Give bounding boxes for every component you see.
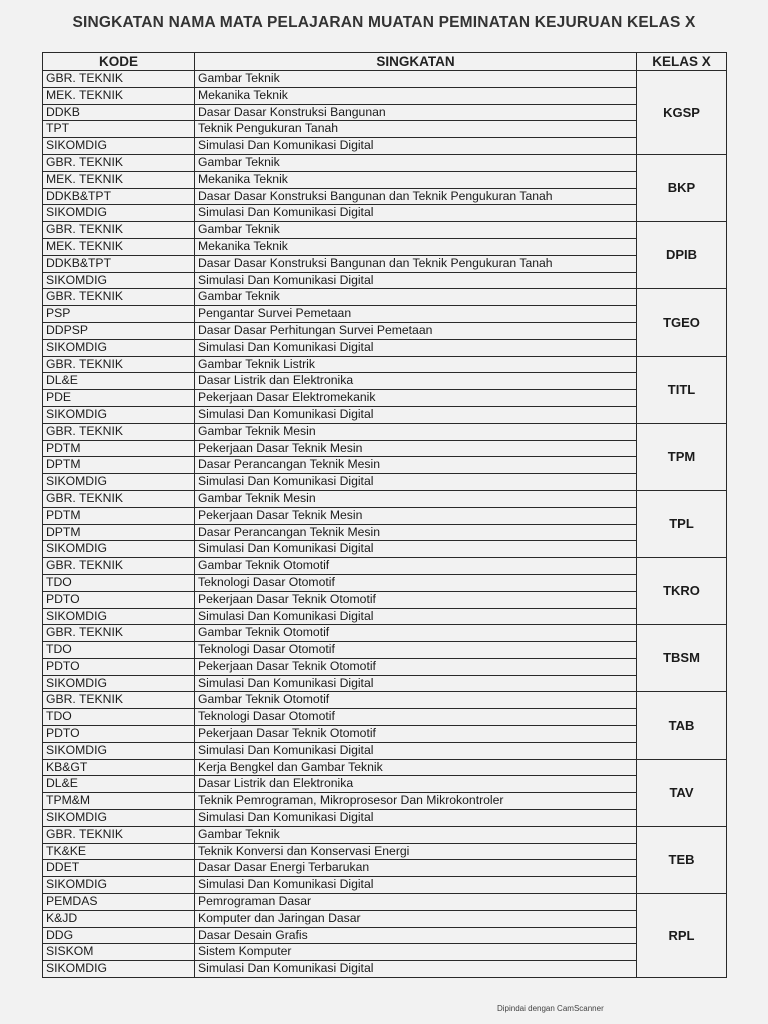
singkatan-cell: Pemrograman Dasar (195, 894, 637, 911)
singkatan-cell: Dasar Dasar Energi Terbarukan (195, 860, 637, 877)
singkatan-cell: Teknik Konversi dan Konservasi Energi (195, 843, 637, 860)
table-row (43, 306, 727, 323)
kode-cell: DPTM (43, 524, 195, 541)
singkatan-cell: Gambar Teknik Mesin (195, 423, 637, 440)
singkatan-cell: Dasar Dasar Perhitungan Survei Pemetaan (195, 322, 637, 339)
table-row (43, 238, 727, 255)
kode-cell: GBR. TEKNIK (43, 625, 195, 642)
kode-cell: TDO (43, 574, 195, 591)
kode-cell: SIKOMDIG (43, 541, 195, 558)
kode-cell: GBR. TEKNIK (43, 558, 195, 575)
singkatan-cell: Simulasi Dan Komunikasi Digital (195, 205, 637, 222)
header-kode: KODE (43, 53, 195, 71)
kelas-cell: TPM (637, 423, 727, 490)
singkatan-cell: Dasar Dasar Konstruksi Bangunan (195, 104, 637, 121)
table-row (43, 692, 727, 709)
singkatan-cell: Gambar Teknik Otomotif (195, 625, 637, 642)
table-row (43, 625, 727, 642)
table-row (43, 877, 727, 894)
table-body (43, 71, 727, 978)
kode-cell: KB&GT (43, 759, 195, 776)
kode-cell: SIKOMDIG (43, 272, 195, 289)
kode-cell: GBR. TEKNIK (43, 423, 195, 440)
table-header-row (43, 53, 727, 71)
table-row (43, 272, 727, 289)
table-row (43, 961, 727, 978)
kelas-cell: TGEO (637, 289, 727, 356)
table-row (43, 894, 727, 911)
kelas-cell: RPL (637, 894, 727, 978)
kode-cell: DDET (43, 860, 195, 877)
singkatan-cell: Simulasi Dan Komunikasi Digital (195, 541, 637, 558)
singkatan-cell: Pekerjaan Dasar Teknik Otomotif (195, 726, 637, 743)
kode-cell: GBR. TEKNIK (43, 826, 195, 843)
kode-cell: SIKOMDIG (43, 742, 195, 759)
kode-cell: TK&KE (43, 843, 195, 860)
kode-cell: GBR. TEKNIK (43, 490, 195, 507)
table-row (43, 138, 727, 155)
table-row (43, 742, 727, 759)
kode-cell: DPTM (43, 457, 195, 474)
kode-cell: MEK. TEKNIK (43, 238, 195, 255)
kode-cell: PDE (43, 390, 195, 407)
kode-cell: SIKOMDIG (43, 474, 195, 491)
table-row (43, 709, 727, 726)
singkatan-cell: Dasar Perancangan Teknik Mesin (195, 524, 637, 541)
singkatan-cell: Simulasi Dan Komunikasi Digital (195, 810, 637, 827)
kode-cell: GBR. TEKNIK (43, 356, 195, 373)
singkatan-cell: Pekerjaan Dasar Elektromekanik (195, 390, 637, 407)
kode-cell: GBR. TEKNIK (43, 154, 195, 171)
table-row (43, 675, 727, 692)
kelas-cell: TITL (637, 356, 727, 423)
kode-cell: SISKOM (43, 944, 195, 961)
kode-cell: TDO (43, 642, 195, 659)
kode-cell: DDKB&TPT (43, 188, 195, 205)
singkatan-cell: Teknik Pemrograman, Mikroprosesor Dan Mikrokontroler (195, 793, 637, 810)
kode-cell: SIKOMDIG (43, 961, 195, 978)
table-row (43, 339, 727, 356)
kode-cell: TDO (43, 709, 195, 726)
kode-cell: DL&E (43, 373, 195, 390)
table-row (43, 591, 727, 608)
kelas-cell: DPIB (637, 222, 727, 289)
singkatan-cell: Gambar Teknik (195, 289, 637, 306)
singkatan-cell: Pengantar Survei Pemetaan (195, 306, 637, 323)
table-row (43, 726, 727, 743)
singkatan-cell: Simulasi Dan Komunikasi Digital (195, 138, 637, 155)
kelas-cell: TAB (637, 692, 727, 759)
kode-cell: SIKOMDIG (43, 675, 195, 692)
singkatan-cell: Teknologi Dasar Otomotif (195, 642, 637, 659)
table-row (43, 406, 727, 423)
singkatan-cell: Simulasi Dan Komunikasi Digital (195, 675, 637, 692)
kode-cell: PEMDAS (43, 894, 195, 911)
singkatan-cell: Teknologi Dasar Otomotif (195, 574, 637, 591)
document-title: SINGKATAN NAMA MATA PELAJARAN MUATAN PEMINATAN KEJURUAN KELAS X (72, 14, 696, 31)
table-row (43, 474, 727, 491)
kode-cell: GBR. TEKNIK (43, 289, 195, 306)
table-row (43, 423, 727, 440)
kode-cell: PDTO (43, 658, 195, 675)
table-row (43, 171, 727, 188)
singkatan-cell: Teknologi Dasar Otomotif (195, 709, 637, 726)
kode-cell: DDG (43, 927, 195, 944)
table-row (43, 759, 727, 776)
kode-cell: TPT (43, 121, 195, 138)
singkatan-cell: Mekanika Teknik (195, 171, 637, 188)
singkatan-cell: Teknik Pengukuran Tanah (195, 121, 637, 138)
kode-cell: SIKOMDIG (43, 810, 195, 827)
singkatan-cell: Gambar Teknik Otomotif (195, 692, 637, 709)
kode-cell: SIKOMDIG (43, 138, 195, 155)
singkatan-cell: Dasar Listrik dan Elektronika (195, 373, 637, 390)
singkatan-cell: Gambar Teknik Mesin (195, 490, 637, 507)
singkatan-cell: Mekanika Teknik (195, 238, 637, 255)
kode-cell: GBR. TEKNIK (43, 71, 195, 88)
table-row (43, 558, 727, 575)
kode-cell: PDTM (43, 440, 195, 457)
table-row (43, 255, 727, 272)
kelas-cell: TPL (637, 490, 727, 557)
table-row (43, 121, 727, 138)
header-kelas: KELAS X (637, 53, 727, 71)
table-row (43, 608, 727, 625)
table-row (43, 71, 727, 88)
kode-cell: PDTO (43, 726, 195, 743)
singkatan-cell: Pekerjaan Dasar Teknik Otomotif (195, 591, 637, 608)
kelas-cell: KGSP (637, 71, 727, 155)
table-row (43, 457, 727, 474)
table-row (43, 356, 727, 373)
table-row (43, 793, 727, 810)
table-row (43, 188, 727, 205)
singkatan-cell: Dasar Listrik dan Elektronika (195, 776, 637, 793)
table-row (43, 205, 727, 222)
table-row (43, 154, 727, 171)
table-row (43, 507, 727, 524)
singkatan-cell: Dasar Dasar Konstruksi Bangunan dan Teknik Pengukuran Tanah (195, 255, 637, 272)
kode-cell: K&JD (43, 910, 195, 927)
subject-table (42, 52, 727, 978)
kelas-cell: TEB (637, 826, 727, 893)
kode-cell: PDTM (43, 507, 195, 524)
singkatan-cell: Pekerjaan Dasar Teknik Mesin (195, 440, 637, 457)
table-row (43, 87, 727, 104)
kode-cell: SIKOMDIG (43, 406, 195, 423)
singkatan-cell: Sistem Komputer (195, 944, 637, 961)
singkatan-cell: Gambar Teknik (195, 71, 637, 88)
scanner-footer: Dipindai dengan CamScanner (497, 1004, 604, 1013)
kode-cell: MEK. TEKNIK (43, 87, 195, 104)
kelas-cell: BKP (637, 154, 727, 221)
kode-cell: TPM&M (43, 793, 195, 810)
singkatan-cell: Dasar Desain Grafis (195, 927, 637, 944)
table-row (43, 373, 727, 390)
singkatan-cell: Mekanika Teknik (195, 87, 637, 104)
table-row (43, 944, 727, 961)
singkatan-cell: Simulasi Dan Komunikasi Digital (195, 406, 637, 423)
table-row (43, 860, 727, 877)
singkatan-cell: Gambar Teknik Otomotif (195, 558, 637, 575)
table-row (43, 843, 727, 860)
singkatan-cell: Gambar Teknik (195, 222, 637, 239)
singkatan-cell: Kerja Bengkel dan Gambar Teknik (195, 759, 637, 776)
singkatan-cell: Pekerjaan Dasar Teknik Mesin (195, 507, 637, 524)
kode-cell: PDTO (43, 591, 195, 608)
kode-cell: SIKOMDIG (43, 608, 195, 625)
kode-cell: GBR. TEKNIK (43, 222, 195, 239)
kode-cell: DL&E (43, 776, 195, 793)
kode-cell: SIKOMDIG (43, 205, 195, 222)
table-row (43, 642, 727, 659)
kode-cell: PSP (43, 306, 195, 323)
table-row (43, 289, 727, 306)
table-row (43, 574, 727, 591)
table-row (43, 524, 727, 541)
table-row (43, 776, 727, 793)
kode-cell: GBR. TEKNIK (43, 692, 195, 709)
singkatan-cell: Simulasi Dan Komunikasi Digital (195, 474, 637, 491)
singkatan-cell: Dasar Dasar Konstruksi Bangunan dan Teknik Pengukuran Tanah (195, 188, 637, 205)
table-row (43, 440, 727, 457)
singkatan-cell: Komputer dan Jaringan Dasar (195, 910, 637, 927)
table-row (43, 541, 727, 558)
table-row (43, 222, 727, 239)
kode-cell: SIKOMDIG (43, 339, 195, 356)
kode-cell: DDKB (43, 104, 195, 121)
singkatan-cell: Simulasi Dan Komunikasi Digital (195, 961, 637, 978)
table-row (43, 810, 727, 827)
table-row (43, 104, 727, 121)
kode-cell: DDKB&TPT (43, 255, 195, 272)
table-row (43, 910, 727, 927)
singkatan-cell: Pekerjaan Dasar Teknik Otomotif (195, 658, 637, 675)
singkatan-cell: Dasar Perancangan Teknik Mesin (195, 457, 637, 474)
kode-cell: DDPSP (43, 322, 195, 339)
singkatan-cell: Gambar Teknik (195, 154, 637, 171)
singkatan-cell: Simulasi Dan Komunikasi Digital (195, 339, 637, 356)
header-singkatan: SINGKATAN (195, 53, 637, 71)
table-row (43, 927, 727, 944)
singkatan-cell: Simulasi Dan Komunikasi Digital (195, 272, 637, 289)
singkatan-cell: Simulasi Dan Komunikasi Digital (195, 877, 637, 894)
table-row (43, 322, 727, 339)
kode-cell: SIKOMDIG (43, 877, 195, 894)
kelas-cell: TAV (637, 759, 727, 826)
table-row (43, 658, 727, 675)
singkatan-cell: Simulasi Dan Komunikasi Digital (195, 742, 637, 759)
singkatan-cell: Simulasi Dan Komunikasi Digital (195, 608, 637, 625)
kelas-cell: TBSM (637, 625, 727, 692)
kelas-cell: TKRO (637, 558, 727, 625)
table-row (43, 826, 727, 843)
kode-cell: MEK. TEKNIK (43, 171, 195, 188)
table-row (43, 490, 727, 507)
table-row (43, 390, 727, 407)
singkatan-cell: Gambar Teknik Listrik (195, 356, 637, 373)
singkatan-cell: Gambar Teknik (195, 826, 637, 843)
